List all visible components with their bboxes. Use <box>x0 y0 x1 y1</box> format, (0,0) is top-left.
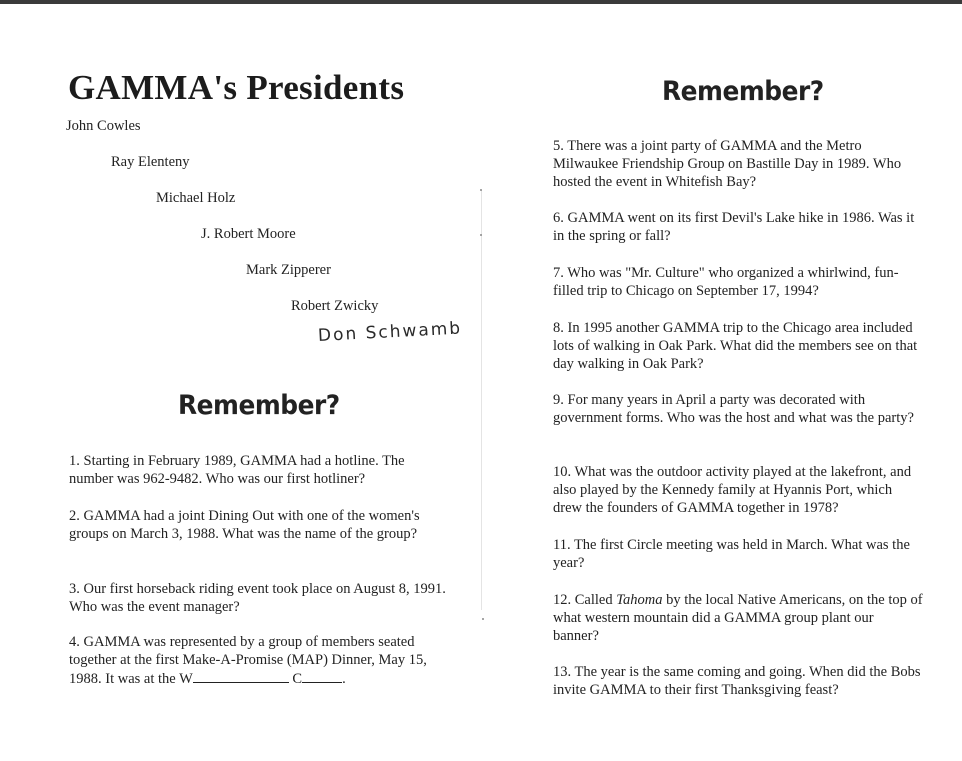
page-title: GAMMA's Presidents <box>68 68 405 107</box>
remember-heading-left: Remember? <box>178 390 340 421</box>
president-name: J. Robert Moore <box>201 226 296 242</box>
president-name: Michael Holz <box>156 190 236 206</box>
president-name: Ray Elenteny <box>111 154 190 170</box>
handwritten-president-name: Don Schwamb <box>317 318 463 346</box>
question-7: 7. Who was "Mr. Culture" who organized a whirlwind, fun-filled trip to Chicago on September 17, 1994? <box>553 265 899 299</box>
scan-top-edge <box>0 0 962 4</box>
question-2: 2. GAMMA had a joint Dining Out with one of the women's groups on March 3, 1988. What was the name of the group? <box>69 508 420 542</box>
president-name: John Cowles <box>66 118 141 134</box>
answer-blank <box>302 669 342 683</box>
question-3: 3. Our first horseback riding event took place on August 8, 1991. Who was the event manager? <box>69 581 446 615</box>
question-5: 5. There was a joint party of GAMMA and the Metro Milwaukee Friendship Group on Bastille Day in 1989. Who hosted the event in Whitefish Bay? <box>553 138 902 190</box>
question-12 <box>553 591 923 645</box>
answer-blank <box>193 669 289 683</box>
president-name: Robert Zwicky <box>291 298 379 314</box>
question-12-suffix: by the local Native Americans, on the top of what western mountain did a GAMMA group plant our banner? <box>553 592 923 644</box>
scan-speck <box>482 618 484 620</box>
scan-speck <box>480 234 482 236</box>
question-12-prefix: 12. Called <box>553 592 617 608</box>
question-11: 11. The first Circle meeting was held in March. What was the year? <box>553 537 910 571</box>
question-4 <box>69 633 447 688</box>
question-13: 13. The year is the same coming and going. When did the Bobs invite GAMMA to their first Thanksgiving feast? <box>553 664 921 698</box>
question-4-end: . <box>342 671 346 687</box>
question-6: 6. GAMMA went on its first Devil's Lake hike in 1986. Was it in the spring or fall? <box>553 210 915 244</box>
question-10: 10. What was the outdoor activity played at the lakefront, and also played by the Kennedy family at Hyannis Port, which drew the founders of GAMMA together in 1978? <box>553 464 912 516</box>
question-12-italic: Tahoma <box>616 592 663 608</box>
remember-heading-right: Remember? <box>662 76 824 107</box>
question-1: 1. Starting in February 1989, GAMMA had a hotline. The number was 962-9482. Who was our first hotliner? <box>69 453 405 487</box>
scan-speck <box>480 189 482 191</box>
president-name: Mark Zipperer <box>246 262 331 278</box>
question-4-middle: C <box>288 671 303 687</box>
question-8: 8. In 1995 another GAMMA trip to the Chicago area included lots of walking in Oak Park. What did the members see on that day walking in Oak Park? <box>553 320 918 372</box>
page-fold <box>481 190 482 610</box>
question-4-text: 4. GAMMA was represented by a group of members seated together at the first Make-A-Promise (MAP) Dinner, May 15, 1988. It was at the W <box>69 634 427 687</box>
question-9: 9. For many years in April a party was decorated with government forms. Who was the host and what was the party? <box>553 392 914 426</box>
